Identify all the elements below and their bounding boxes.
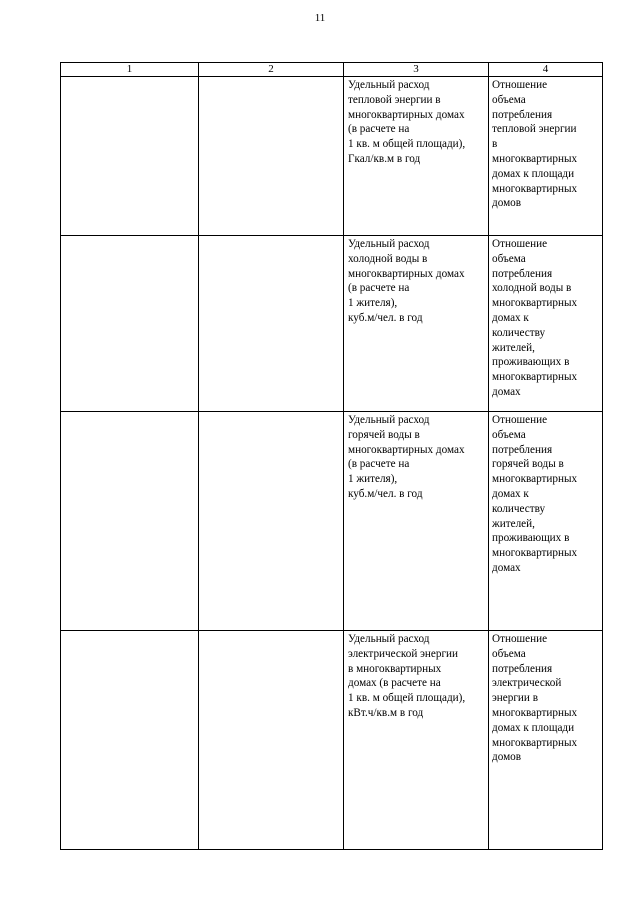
column-number-1: 1 [61, 63, 199, 77]
indicator-name: Удельный расход электрической энергии в многоквартирных домах (в расчете на 1 кв. м общей площади), кВт.ч/кв.м в год [348, 633, 466, 719]
indicator-name: Удельный расход холодной воды в многоквартирных домах (в расчете на 1 жителя), куб.м/чел. в год [348, 238, 465, 324]
cell-text [61, 631, 198, 632]
table-row [61, 631, 603, 850]
table-cell [489, 412, 603, 631]
cell-text [199, 631, 343, 632]
indicator-name: Удельный расход тепловой энергии в многоквартирных домах (в расчете на 1 кв. м общей площади), Гкал/кв.м в год [348, 79, 466, 165]
table-cell [344, 236, 489, 412]
table-cell [489, 631, 603, 850]
cell-text [199, 77, 343, 78]
table-cell [199, 77, 344, 236]
table-cell [344, 412, 489, 631]
indicator-table [60, 62, 603, 850]
table-cell [61, 236, 199, 412]
cell-text [61, 77, 198, 78]
table-cell [61, 412, 199, 631]
table-header-row [61, 63, 603, 77]
cell-text [199, 236, 343, 237]
indicator-formula: Отношение объема потребления горячей воды в многоквартирных домах к количеству жителей, проживающих в многоквартирных домах [492, 414, 578, 574]
table-cell [199, 236, 344, 412]
table-cell [61, 631, 199, 850]
table-cell [199, 631, 344, 850]
table-cell [344, 77, 489, 236]
page-number: 11 [314, 12, 326, 24]
table-cell [344, 631, 489, 850]
indicator-formula: Отношение объема потребления холодной воды в многоквартирных домах к количеству жителей, проживающих в многоквартирных домах [492, 238, 578, 398]
indicator-name: Удельный расход горячей воды в многоквартирных домах (в расчете на 1 жителя), куб.м/чел. в год [348, 414, 465, 500]
indicator-formula: Отношение объема потребления тепловой энергии в многоквартирных домах к площади многоквартирных домов [492, 79, 578, 210]
table-row [61, 77, 603, 236]
cell-text [61, 412, 198, 413]
table-row [61, 412, 603, 631]
cell-text [199, 412, 343, 413]
column-number-4: 4 [489, 63, 603, 77]
table-cell [199, 412, 344, 631]
table-cell [489, 77, 603, 236]
cell-text [61, 236, 198, 237]
column-number-2: 2 [199, 63, 344, 77]
indicator-formula: Отношение объема потребления электрической энергии в многоквартирных домах к площади многоквартирных домов [492, 633, 578, 764]
column-number-3: 3 [344, 63, 489, 77]
table-cell [61, 77, 199, 236]
table-row [61, 236, 603, 412]
table-cell [489, 236, 603, 412]
